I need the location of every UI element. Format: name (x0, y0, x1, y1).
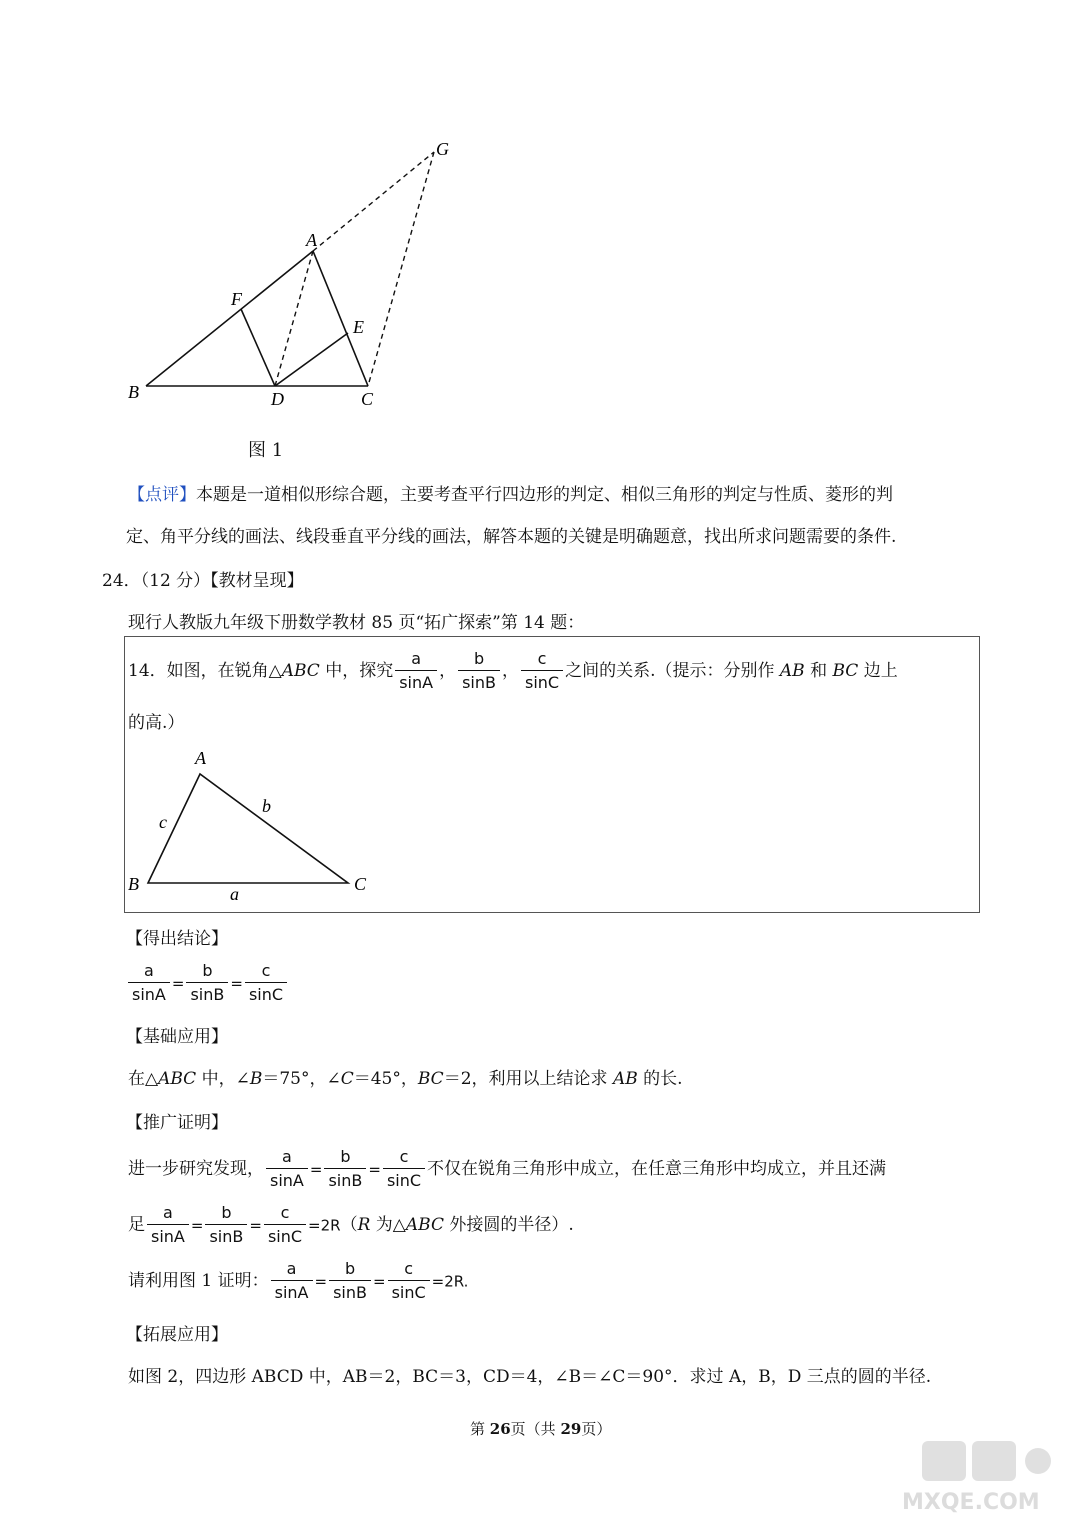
label-B: B (128, 382, 139, 402)
segment-DE (275, 333, 348, 386)
extension-text: 如图 2，四边形 ABCD 中，AB＝2，BC＝3，CD＝4，∠B＝∠C＝90°．求过 A，B，D 三点的圆的半径. (128, 1367, 932, 1387)
comment-tag: 【点评】 (128, 485, 196, 505)
segment-FD (241, 309, 275, 386)
tri-label-A: A (195, 748, 206, 768)
proof-tag: 【推广证明】 (126, 1113, 228, 1133)
fraction-c-sinC: $\frac{c}{\sin C}$ (521, 648, 563, 695)
figure-1 (0, 0, 1080, 470)
basic-tag: 【基础应用】 (126, 1027, 228, 1047)
tri-label-C: C (354, 874, 367, 894)
tri-label-c: c (159, 812, 167, 832)
comment-line-2: 定、角平分线的画法、线段垂直平分线的画法，解答本题的关键是明确题意，找出所求问题需要的条件. (126, 527, 897, 547)
label-D: D (271, 389, 284, 409)
watermark-text: MXQE.COM (902, 1490, 1040, 1515)
proof-line-3: 请利用图 1 证明： $\frac{a}{\sin A}$ = $\frac{b}{\sin B}$ = $\frac{c}{\sin C}$ =2R. (128, 1259, 469, 1302)
conclusion-tag: 【得出结论】 (126, 929, 228, 949)
label-F: F (231, 289, 242, 309)
box-problem-line-2: 的高.） (128, 713, 185, 733)
comment-line-1: 【点评】本题是一道相似形综合题，主要考查平行四边形的判定、相似三角形的判定与性质、菱形的判 (128, 485, 893, 505)
segment-GC (368, 152, 434, 386)
label-C: C (361, 389, 374, 409)
label-E: E (353, 317, 364, 337)
proof-line-2: 足 $\frac{a}{\sin A}$ = $\frac{b}{\sin B}$ = $\frac{c}{\sin C}$ =2R（R 为△ABC 外接圆的半径）. (128, 1203, 574, 1246)
question-24-intro: 现行人教版九年级下册数学教材 85 页“拓广探索”第 14 题： (128, 613, 585, 633)
extension-tag: 【拓展应用】 (126, 1325, 228, 1345)
segment-AG (313, 152, 434, 251)
label-A: A (306, 230, 317, 250)
figure-1-caption: 图 1 (248, 440, 284, 461)
segment-BA (146, 251, 313, 386)
label-G: G (436, 139, 449, 159)
fraction-b-sinB: $\frac{b}{\sin B}$ (458, 648, 500, 695)
basic-text: 在△ABC 中，∠B＝75°，∠C＝45°，BC＝2，利用以上结论求 AB 的长. (128, 1069, 683, 1089)
tri-label-B: B (128, 874, 139, 894)
tri-label-a: a (230, 884, 239, 904)
watermark-logo (892, 1437, 1052, 1517)
page-footer: 第 26页（共 29页） (470, 1420, 612, 1438)
tri-label-b: b (262, 796, 271, 816)
conclusion-formula: $\frac{a}{\sin A}$ = $\frac{b}{\sin B}$ = $\frac{c}{\sin C}$ (126, 960, 289, 1007)
proof-line-1: 进一步研究发现， $\frac{a}{\sin A}$ = $\frac{b}{\sin B}$ = $\frac{c}{\sin C}$ 不仅在锐角三角形中成立，在任意三角形中均成立，并且还满 (128, 1147, 887, 1190)
box-problem-line-1: 14．如图，在锐角△ABC 中，探究 $\frac{a}{\sin A}$ ， $\frac{b}{\sin B}$ ， $\frac{c}{\sin C}$ 之间的关系.（提示：分别作 AB 和 BC 边上 (128, 648, 898, 695)
triangle-figure (124, 740, 424, 910)
fraction-a-sinA: $\frac{a}{\sin A}$ (395, 648, 437, 695)
segment-AD (275, 251, 313, 386)
question-24-header: 24．（12 分）【教材呈现】 (102, 571, 304, 591)
